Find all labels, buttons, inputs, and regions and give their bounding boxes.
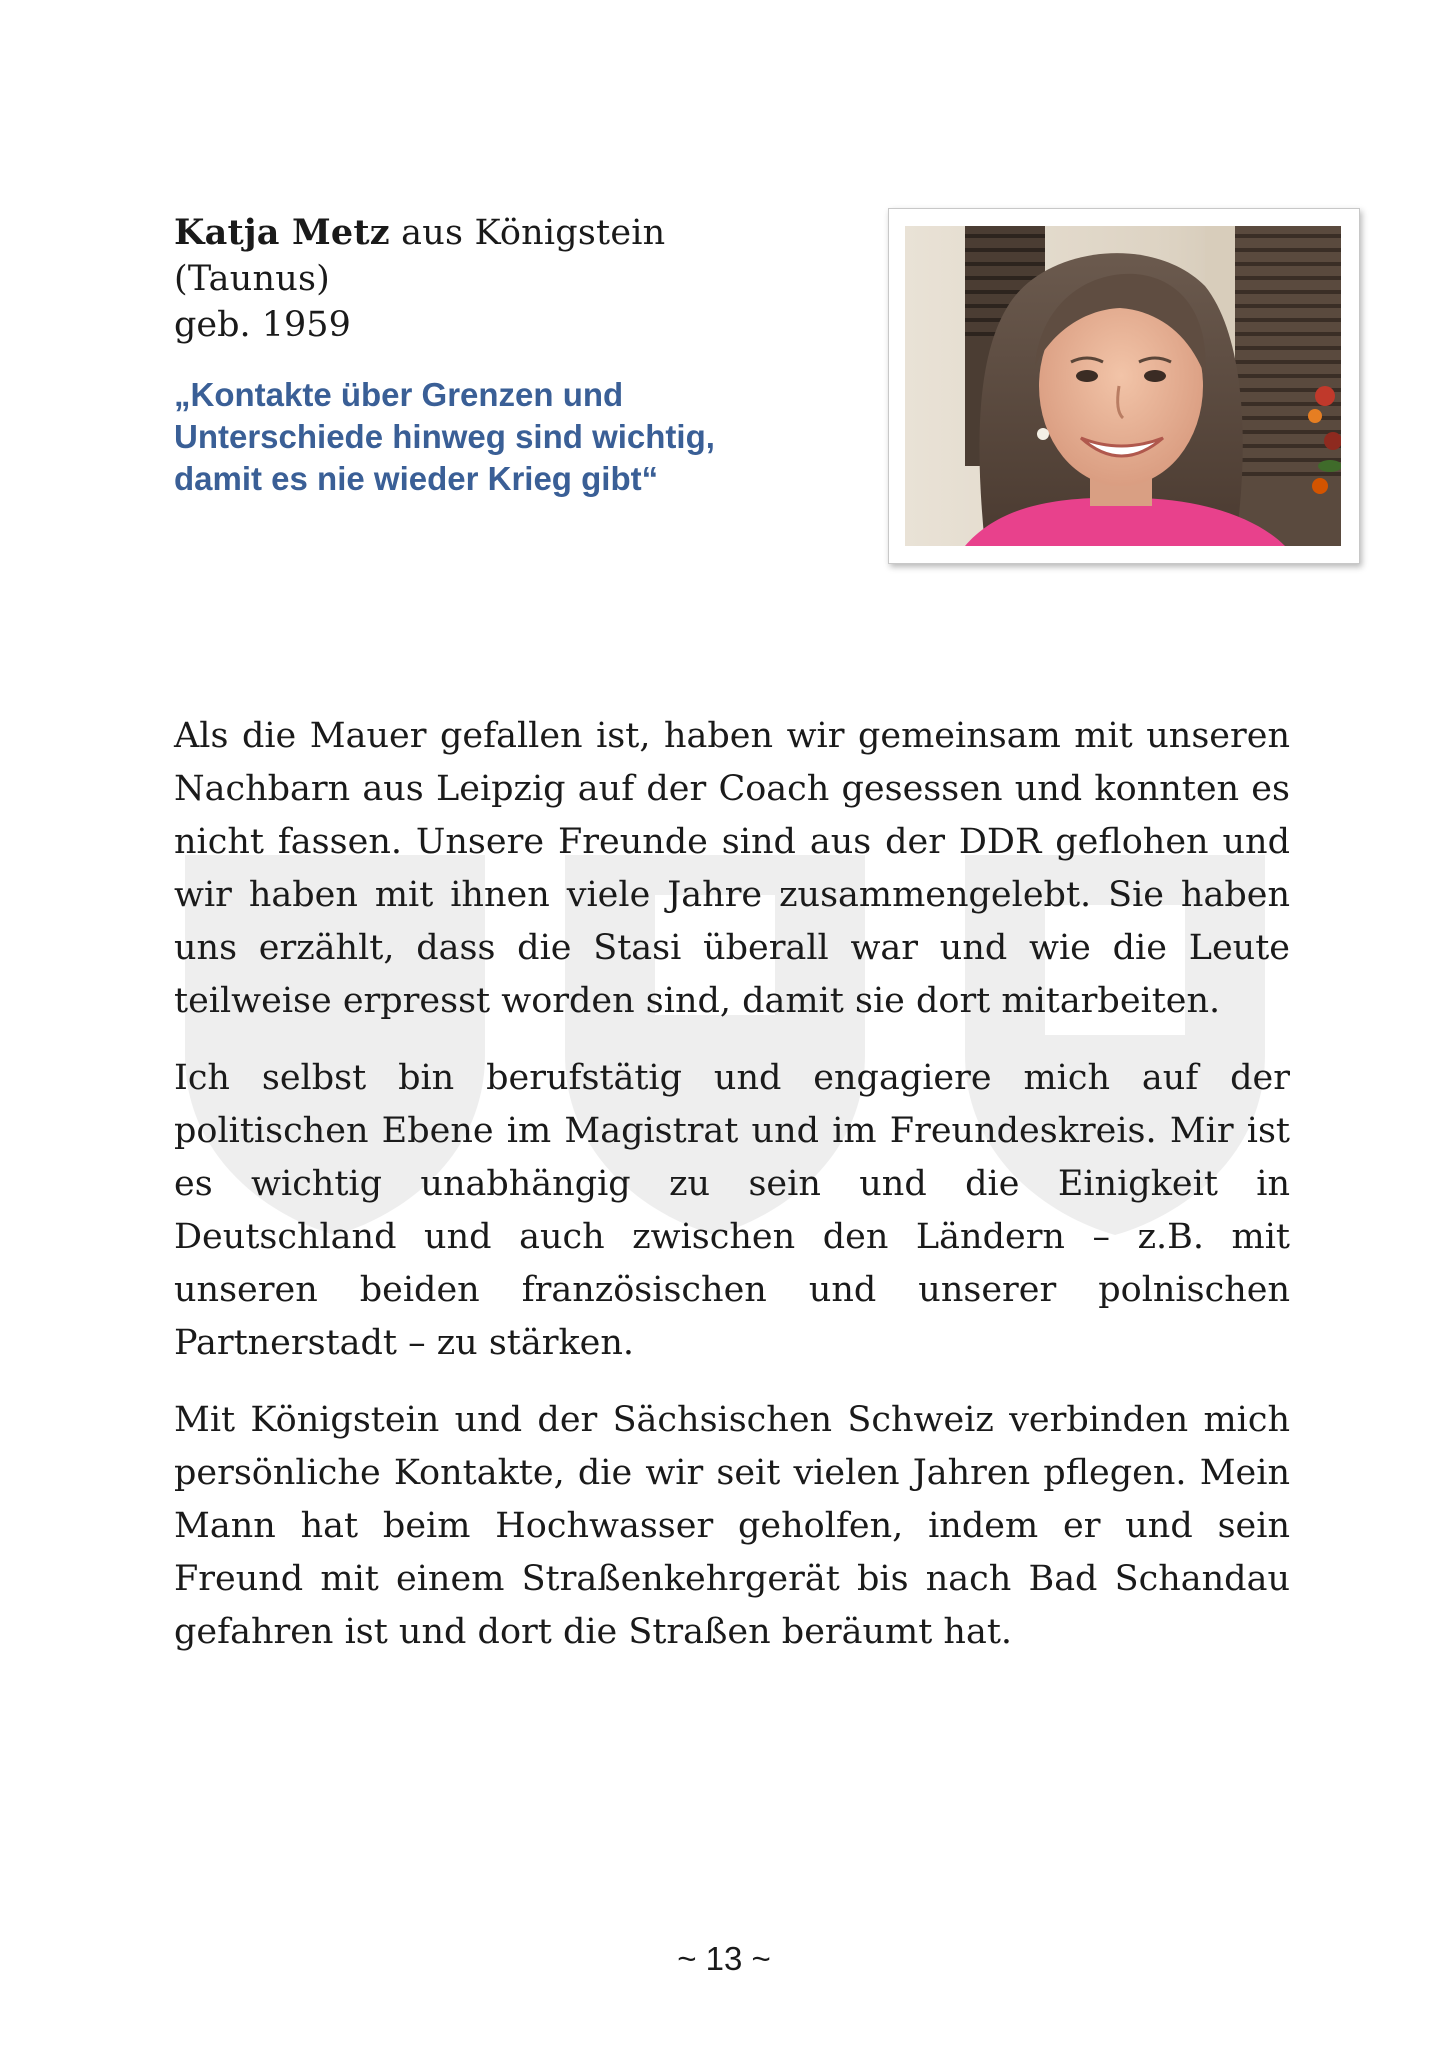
portrait-image <box>905 226 1341 546</box>
birth-year: geb. 1959 <box>174 305 351 345</box>
quote-line: damit es nie wieder Krieg gibt“ <box>174 460 659 497</box>
quote-line: „Kontakte über Grenzen und <box>174 376 624 413</box>
page-number: ~ 13 ~ <box>677 1940 771 1977</box>
person-name: Katja Metz <box>174 212 390 253</box>
paragraph: Als die Mauer gefallen ist, haben wir gemeinsam mit unseren Nachbarn aus Leipzig auf der Coach gesessen und konnten es nicht fassen. Unsere Freunde sind aus der DDR geflohen und wir haben mit ihnen viele Jahre zusammengelebt. Sie haben uns erzählt, dass die Stasi überall war und wie die Leute teilweise erpresst worden sind, damit sie dort mitarbeiten. <box>174 716 1290 1021</box>
quote-line: Unterschiede hinweg sind wichtig, <box>174 418 715 455</box>
person-origin: aus Königstein (Taunus) <box>174 213 666 299</box>
name-line <box>174 210 814 302</box>
article-body <box>174 710 1290 1683</box>
paragraph: Mit Königstein und der Sächsischen Schweiz verbinden mich persönliche Kontakte, die wir seit vielen Jahren pflegen. Mein Mann hat beim Hochwasser geholfen, indem er und sein Freund mit einem Straßenkehrgerät bis nach Bad Schandau gefahren ist und dort die Straßen beräumt hat. <box>174 1400 1290 1652</box>
portrait-photo <box>888 208 1360 564</box>
pull-quote <box>174 374 814 500</box>
profile-header <box>174 210 814 500</box>
paragraph: Ich selbst bin berufstätig und engagiere mich auf der politischen Ebene im Magistrat und im Freundeskreis. Mir ist es wichtig unabhängig zu sein und die Einigkeit in Deutschland und auch zwischen den Ländern – z.B. mit unseren beiden französischen und unserer polnischen Partnerstadt – zu stärken. <box>174 1058 1290 1363</box>
